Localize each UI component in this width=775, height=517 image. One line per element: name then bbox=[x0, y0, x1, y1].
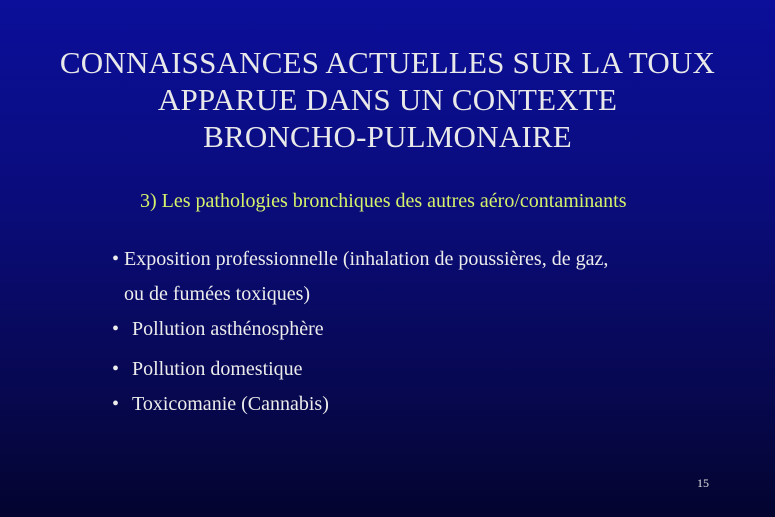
bullet-text: Toxicomanie (Cannabis) bbox=[132, 393, 329, 415]
bullet-item-exposition bbox=[112, 247, 608, 271]
bullet-glyph: • bbox=[112, 393, 120, 415]
title-line-2: APPARUE DANS UN CONTEXTE bbox=[157, 82, 618, 117]
page-number: 15 bbox=[697, 476, 709, 490]
bullet-text: Exposition professionnelle (inhalation de poussières, de gaz, bbox=[124, 248, 609, 270]
bullet-item-toxicomanie bbox=[112, 392, 329, 416]
bullet-glyph: • bbox=[112, 318, 120, 340]
bullet-item-pollution-asthenosphere bbox=[112, 317, 324, 341]
title-line-1: CONNAISSANCES ACTUELLES SUR LA TOUX bbox=[59, 45, 716, 80]
slide-subtitle: 3) Les pathologies bronchiques des autres aéro/contaminants bbox=[140, 190, 627, 212]
bullet-glyph: • bbox=[112, 358, 120, 380]
bullet-item-exposition-continuation: ou de fumées toxiques) bbox=[124, 283, 311, 305]
title-line-3: BRONCHO-PULMONAIRE bbox=[203, 119, 572, 154]
bullet-glyph: • bbox=[112, 248, 120, 270]
bullet-item-pollution-domestique bbox=[112, 357, 303, 381]
bullet-text: Pollution domestique bbox=[132, 358, 303, 380]
slide-title bbox=[0, 44, 775, 155]
bullet-text: Pollution asthénosphère bbox=[132, 318, 324, 340]
